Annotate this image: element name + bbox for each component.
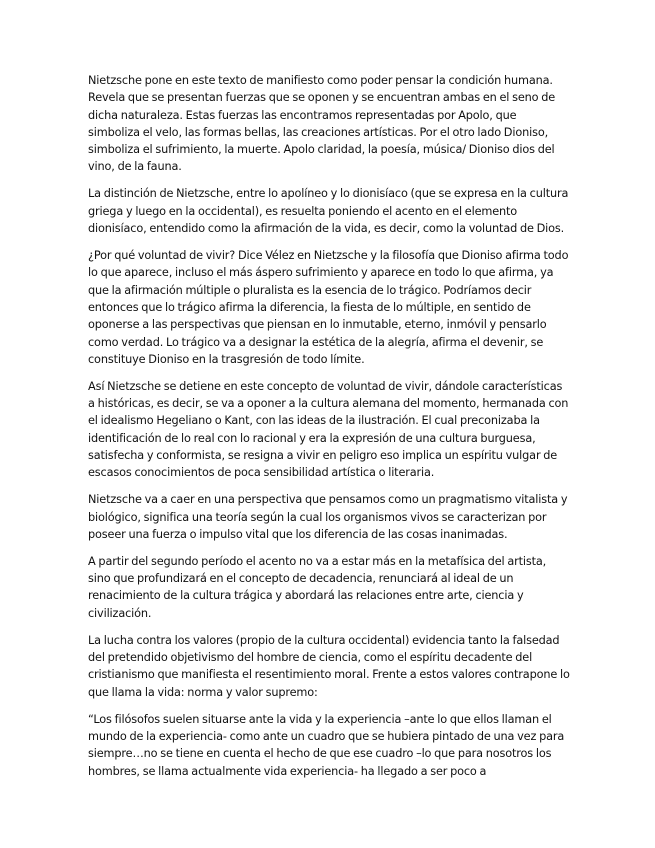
paragraph-1: Nietzsche pone en este texto de manifiesto como poder pensar la condición humana. Revela que se presentan fuerzas que se oponen y se encuentran ambas en el seno de dicha naturaleza. Estas fuerzas las encontramos representadas por Apolo, que simboliza el velo, las formas bellas, las creaciones artísticas. Por el otro lado Dioniso, simboliza el sufrimiento, la muerte. Apolo claridad, la poesía, música/ Dioniso dios del vino, de la fauna. — [88, 74, 556, 174]
paragraph-7: La lucha contra los valores (propio de la cultura occidental) evidencia tanto la falsedad del pretendido objetivismo del hombre de ciencia, como el espíritu decadente del cristianismo que manifiesta el resentimiento moral. Frente a estos valores contrapone lo que llama la vida: norma y valor supremo: — [88, 633, 570, 699]
paragraph-2: La distinción de Nietzsche, entre lo apolíneo y lo dionisíaco (que se expresa en la cultura griega y luego en la occidental), es resuelta poniendo el acento en el elemento dionisíaco, entendido como la afirmación de la vida, es decir, como la voluntad de Dios. — [88, 187, 569, 236]
paragraph-8: “Los filósofos suelen situarse ante la vida y la experiencia –ante lo que ellos llaman el mundo de la experiencia- como ante un cuadro que se hubiera pintado de una vez para siempre…no se tiene en cuenta el hecho de que ese cuadro –lo que para nosotros los hombres, se llama actualmente vida experiencia- ha llegado a ser poco a — [88, 712, 565, 778]
document-page — [88, 72, 570, 780]
paragraph-3: ¿Por qué voluntad de vivir? Dice Vélez en Nietzsche y la filosofía que Dioniso afirma todo lo que aparece, incluso el más áspero sufrimiento y aparece en todo lo que afirma, ya que la afirmación múltiple o pluralista es la esencia de lo trágico. Podríamos decir entonces que lo trágico afirma la diferencia, la fiesta de lo múltiple, en sentido de oponerse a las perspectivas que piensan en lo inmutable, eterno, inmóvil y pensarlo como verdad. Lo trágico va a designar la estética de la alegría, afirma el devenir, se constituye Dioniso en la trasgresión de todo límite. — [88, 249, 569, 366]
paragraph-6: A partir del segundo período el acento no va a estar más en la metafísica del artista, sino que profundizará en el concepto de decadencia, renunciará al ideal de un renacimiento de la cultura trágica y abordará las relaciones entre arte, ciencia y civilización. — [88, 554, 547, 620]
paragraph-5: Nietzsche va a caer en una perspectiva que pensamos como un pragmatismo vitalista y biológico, significa una teoría según la cual los organismos vivos se caracterizan por poseer una fuerza o impulso vital que los diferencia de las cosas inanimadas. — [88, 493, 568, 541]
paragraph-4: Así Nietzsche se detiene en este concepto de voluntad de vivir, dándole características a históricas, es decir, se va a oponer a la cultura alemana del momento, hermanada con el idealismo Hegeliano o Kant, con las ideas de la ilustración. El cual preconizaba la identificación de lo real con lo racional y era la expresión de una cultura burguesa, satisfecha y conformista, se resigna a vivir en peligro eso implica un espíritu vulgar de escasos conocimientos de poca sensibilidad artística o literaria. — [88, 379, 569, 480]
